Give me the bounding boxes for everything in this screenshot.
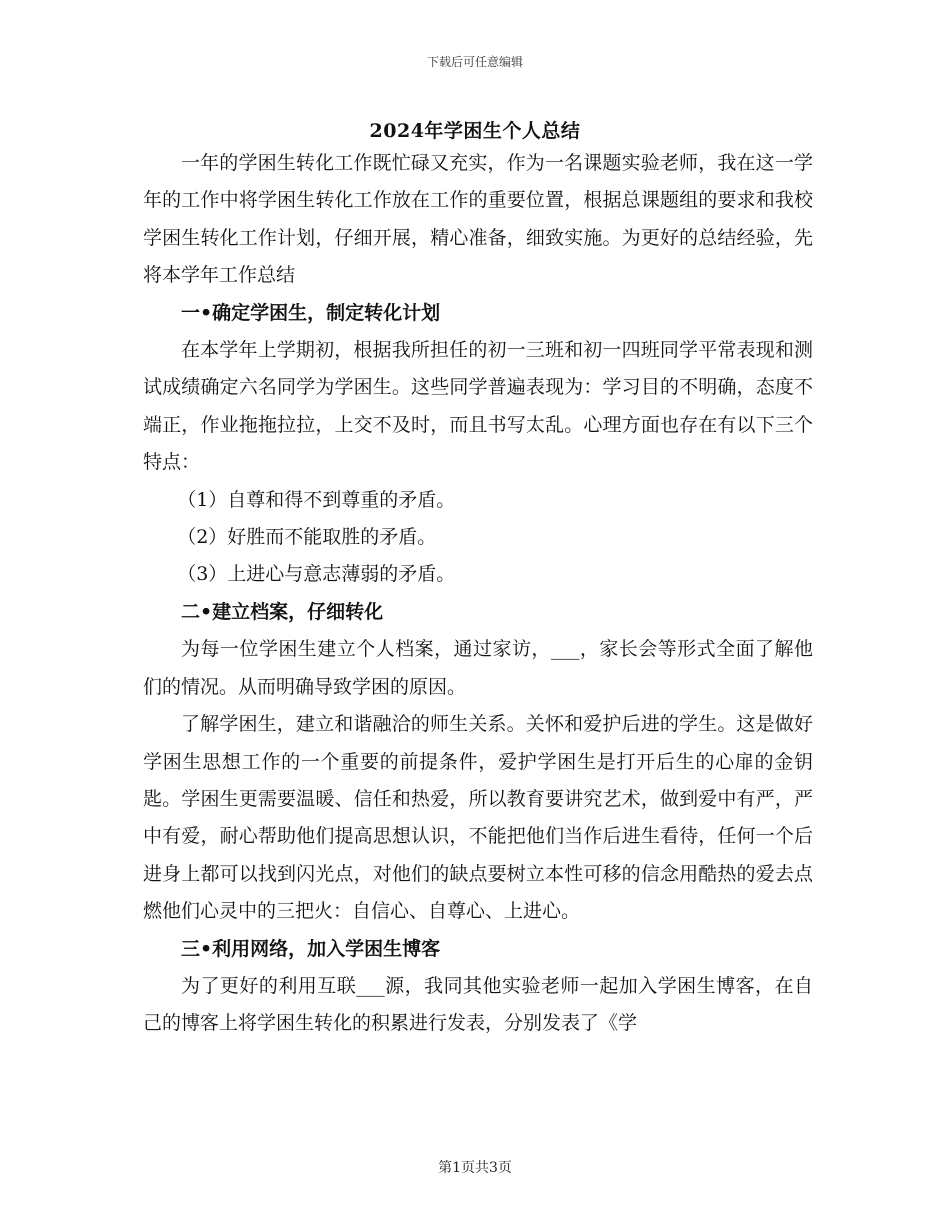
- section-2-paragraph-2: 了解学困生，建立和谐融洽的师生关系。关怀和爱护后进的学生。这是做好学困生思想工作的一个重要的前提条件，爱护学困生是打开后生的心扉的金钥匙。学困生更需要温暖、信任和热爱，所以教育要讲究艺术，做到爱中有严，严中有爱，耐心帮助他们提高思想认识，不能把他们当作后进生看待，任何一个后进身上都可以找到闪光点，对他们的缺点要树立本性可移的信念用酷热的爱去点燃他们心灵中的三把火：自信心、自尊心、上进心。: [143, 713, 813, 923]
- list-item: （2）好胜而不能取胜的矛盾。: [177, 526, 437, 549]
- list-item: （1）自尊和得不到尊重的矛盾。: [177, 488, 456, 511]
- section-1-paragraph: 在本学年上学期初，根据我所担任的初一三班和初一四班同学平常表现和测试成绩确定六名同学为学困生。这些同学普遍表现为：学习目的不明确，态度不端正，作业拖拖拉拉，上交不及时，而且书写太乱。心理方面也存在有以下三个特点：: [143, 339, 813, 474]
- page-footer-number: 第1页共3页: [438, 1160, 512, 1176]
- intro-paragraph: 一年的学困生转化工作既忙碌又充实，作为一名课题实验老师，我在这一学年的工作中将学困生转化工作放在工作的重要位置，根据总课题组的要求和我校学困生转化工作计划，仔细开展，精心准备，细致实施。为更好的总结经验，先将本学年工作总结: [143, 152, 813, 287]
- document-title: 2024年学困生个人总结: [369, 120, 581, 142]
- document-body: [143, 145, 813, 1043]
- section-3-heading: 三•利用网络，加入学困生博客: [181, 937, 441, 960]
- section-3-paragraph: 为了更好的利用互联___源，我同其他实验老师一起加入学困生博客，在自己的博客上将学困生转化的积累进行发表，分别发表了《学: [143, 974, 813, 1035]
- page-header-note: 下载后可任意编辑: [426, 55, 523, 69]
- list-item: （3）上进心与意志薄弱的矛盾。: [177, 563, 456, 586]
- section-2-paragraph-1: 为每一位学困生建立个人档案，通过家访，___，家长会等形式全面了解他们的情况。从而明确导致学困的原因。: [143, 638, 813, 698]
- section-1-heading: 一•确定学困生，制定转化计划: [181, 301, 441, 324]
- section-2-heading: 二•建立档案，仔细转化: [181, 600, 384, 623]
